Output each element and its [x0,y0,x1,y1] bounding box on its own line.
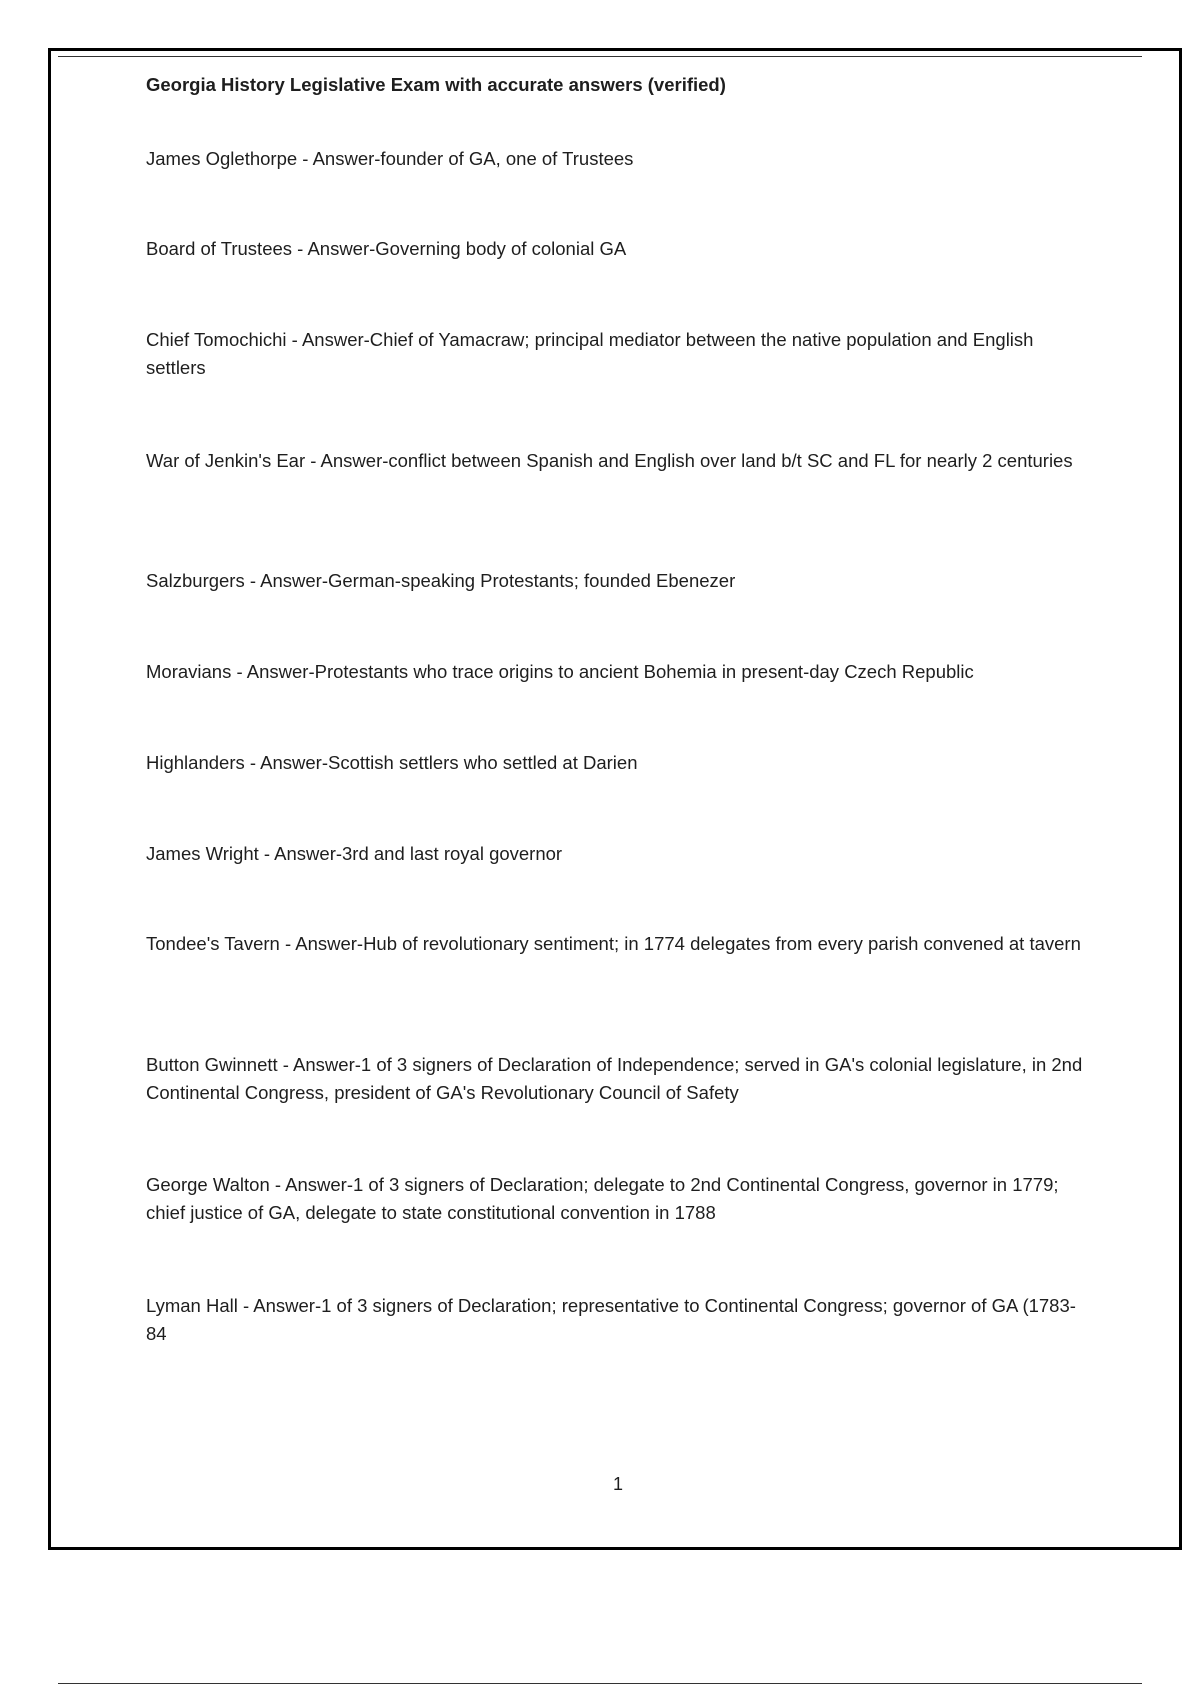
document-title: Georgia History Legislative Exam with accurate answers (verified) [146,74,726,95]
entry-george-walton: George Walton - Answer-1 of 3 signers of Declaration; delegate to 2nd Continental Congress, governor in 1779; chief justice of GA, delegate to state constitutional convention in 1788 [146,1174,1059,1223]
entry-lyman-hall: Lyman Hall - Answer-1 of 3 signers of Declaration; representative to Continental Congress; governor of GA (1783-84 [146,1295,1076,1344]
entry-james-oglethorpe: James Oglethorpe - Answer-founder of GA, one of Trustees [146,148,634,169]
entry-tondees-tavern: Tondee's Tavern - Answer-Hub of revolutionary sentiment; in 1774 delegates from every parish convened at tavern [146,933,1081,954]
entry-chief-tomochichi: Chief Tomochichi - Answer-Chief of Yamacraw; principal mediator between the native population and English settlers [146,329,1034,378]
entry-james-wright: James Wright - Answer-3rd and last royal governor [146,843,563,864]
page-number: 1 [612,1474,623,1494]
entry-highlanders: Highlanders - Answer-Scottish settlers who settled at Darien [146,752,638,773]
entry-board-of-trustees: Board of Trustees - Answer-Governing body of colonial GA [146,238,627,259]
entry-war-of-jenkins-ear: War of Jenkin's Ear - Answer-conflict between Spanish and English over land b/t SC and FL for nearly 2 centuries [146,450,1073,471]
entry-button-gwinnett: Button Gwinnett - Answer-1 of 3 signers of Declaration of Independence; served in GA's colonial legislature, in 2nd Continental Congress, president of GA's Revolutionary Council of Safety [146,1054,1083,1103]
entry-moravians: Moravians - Answer-Protestants who trace origins to ancient Bohemia in present-day Czech Republic [146,661,974,682]
bottom-rule [58,1683,1142,1684]
entry-salzburgers: Salzburgers - Answer-German-speaking Protestants; founded Ebenezer [146,570,736,591]
